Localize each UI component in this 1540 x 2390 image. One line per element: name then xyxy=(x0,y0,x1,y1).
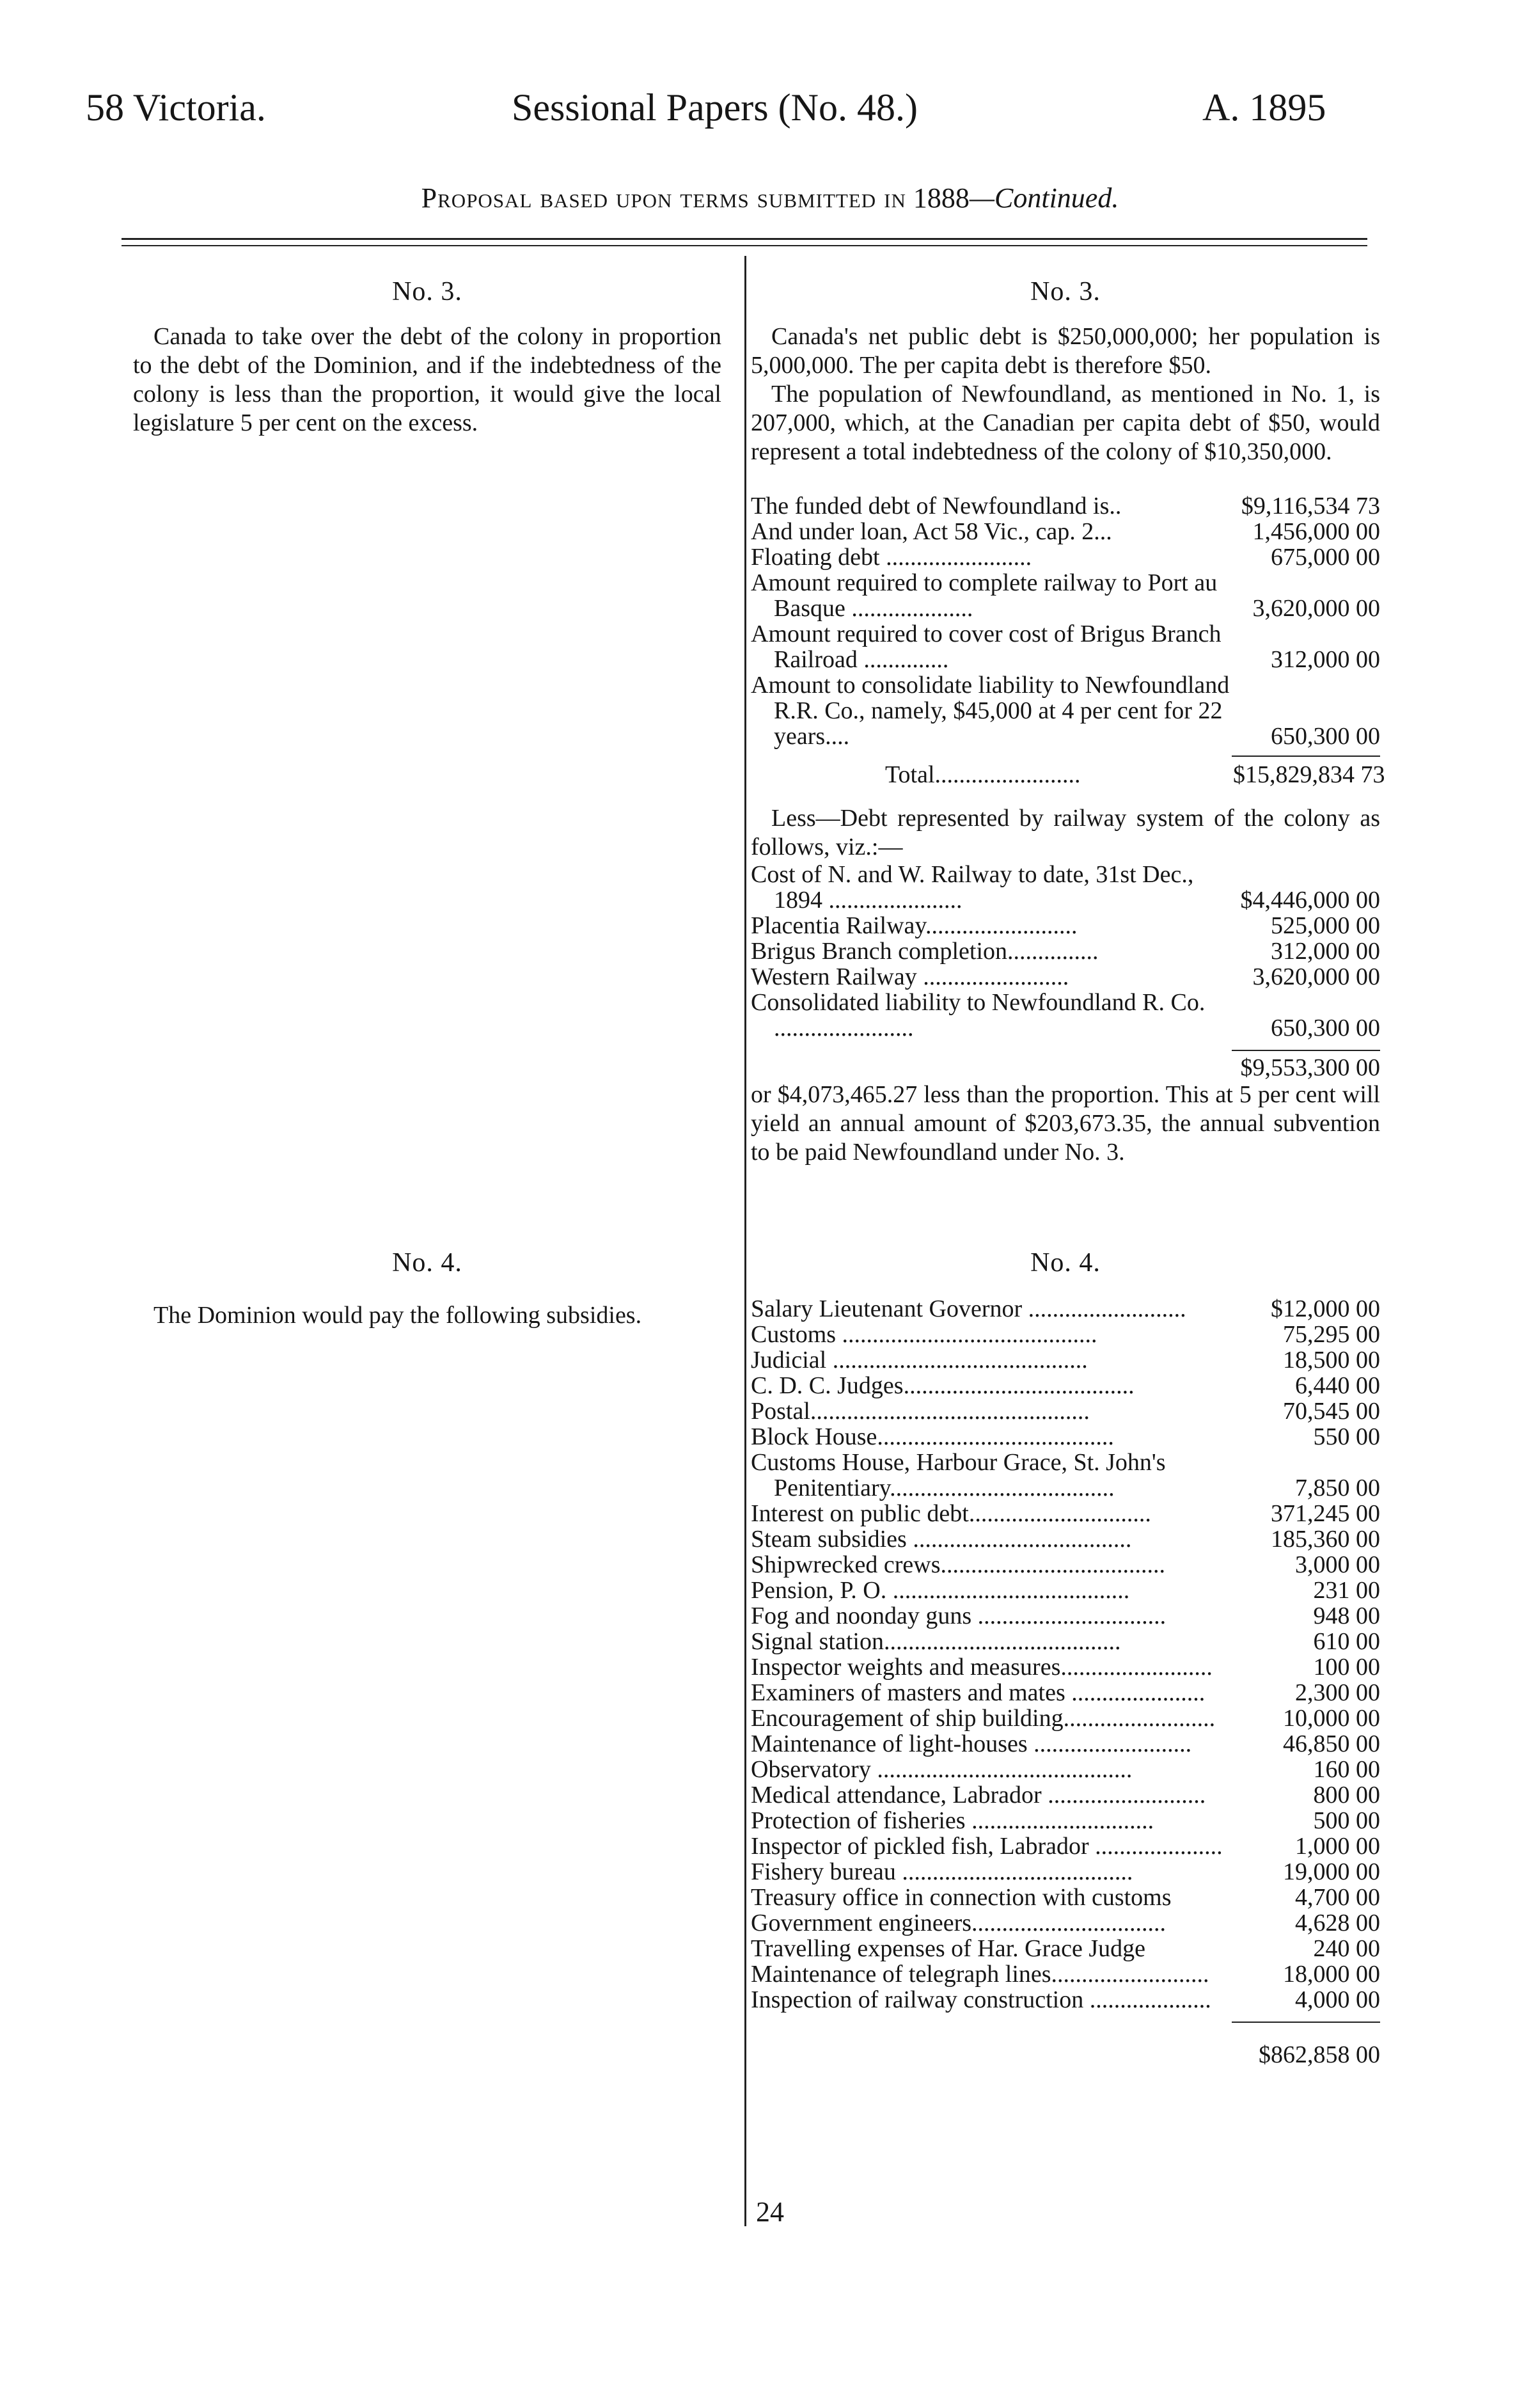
subsidy-row xyxy=(751,1885,1380,1910)
subsidy-row xyxy=(751,1833,1380,1859)
subsidy-row-amount: 160 00 xyxy=(1313,1756,1380,1783)
header-rule-bottom xyxy=(122,245,1367,246)
subsidy-row-amount: 231 00 xyxy=(1313,1577,1380,1604)
right-no4-heading: No. 4. xyxy=(1030,1248,1101,1278)
debt-row-label: The funded debt of Newfoundland is.. xyxy=(751,493,1122,519)
left-no3-heading: No. 3. xyxy=(392,277,462,306)
subsidy-row-amount: 3,000 00 xyxy=(1295,1551,1380,1578)
subsidy-row-label: Fog and noonday guns ............................... xyxy=(751,1603,1167,1629)
debt-row-label: Amount required to complete railway to Port au Basque .................... xyxy=(751,570,1218,621)
debt-row-amount: 675,000 00 xyxy=(1271,544,1380,571)
subsidy-row xyxy=(751,1603,1380,1629)
page-number: 24 xyxy=(756,2196,784,2228)
subsidy-row-label: Protection of fisheries .............................. xyxy=(751,1808,1154,1833)
subsidy-row xyxy=(751,1578,1380,1603)
subtitle-prefix: Proposal based upon terms submitted in xyxy=(421,182,906,214)
less-row xyxy=(751,862,1380,913)
less-row-amount: 650,300 00 xyxy=(1271,1015,1380,1041)
less-row-amount: 312,000 00 xyxy=(1271,938,1380,965)
subsidy-row-label: Maintenance of telegraph lines.......................... xyxy=(751,1961,1209,1987)
less-intro-block xyxy=(751,804,1380,862)
subsidy-row-label: Postal.............................................. xyxy=(751,1398,1090,1424)
header-volume: 58 Victoria. xyxy=(86,86,266,129)
debt-row-label: Floating debt ........................ xyxy=(751,544,1032,570)
right-no3-intro xyxy=(751,322,1380,466)
subsidy-row-label: Government engineers................................ xyxy=(751,1910,1167,1936)
subsidy-row xyxy=(751,1987,1380,2013)
debt-row-amount: 3,620,000 00 xyxy=(1252,595,1380,622)
less-row xyxy=(751,990,1380,1041)
conclusion-text: or $4,073,465.27 less than the proportion. This at 5 per cent will yield an annual amount of $203,673.35, the annual subvention to be paid Newfoundland under No. 3. xyxy=(751,1081,1380,1166)
page-subtitle xyxy=(0,179,1540,218)
right-no3-section xyxy=(751,275,1385,1167)
left-no3-text-block xyxy=(133,322,721,438)
subsidy-row-label: Examiners of masters and mates ...................... xyxy=(751,1680,1206,1705)
less-row-label: Brigus Branch completion............... xyxy=(751,938,1099,964)
subsidy-row-amount: 500 00 xyxy=(1313,1807,1380,1834)
less-row xyxy=(751,964,1380,990)
subsidy-row-label: Signal station....................................... xyxy=(751,1629,1121,1654)
less-row-label: Cost of N. and W. Railway to date, 31st Dec., 1894 ...................... xyxy=(751,862,1194,913)
right-no3-paragraph-1: Canada's net public debt is $250,000,000; her population is 5,000,000. The per capita debt is therefore $50. xyxy=(751,323,1380,379)
subsidy-row-amount: 800 00 xyxy=(1313,1782,1380,1808)
subsidy-row-label: Customs House, Harbour Grace, St. John's Penitentiary..................................... xyxy=(751,1450,1166,1501)
subsidy-row xyxy=(751,1398,1380,1424)
subsidy-row xyxy=(751,1347,1380,1373)
subsidy-row xyxy=(751,1731,1380,1757)
subsidy-row-amount: 46,850 00 xyxy=(1283,1730,1380,1757)
subsidy-row-label: Fishery bureau ...................................... xyxy=(751,1859,1133,1885)
debt-total-rule xyxy=(1232,756,1380,757)
debt-row-amount: $9,116,534 73 xyxy=(1241,493,1380,519)
subsidy-row-amount: 4,700 00 xyxy=(1295,1884,1380,1911)
subsidy-row xyxy=(751,1757,1380,1782)
subsidy-row xyxy=(751,1654,1380,1680)
subsidy-row-amount: 1,000 00 xyxy=(1295,1833,1380,1860)
subsidy-row-amount: 75,295 00 xyxy=(1283,1321,1380,1348)
subsidy-row-label: Inspection of railway construction .................... xyxy=(751,1987,1211,2013)
subsidy-row-amount: 18,000 00 xyxy=(1283,1961,1380,1988)
subsidy-row-label: Inspector of pickled fish, Labrador ..................... xyxy=(751,1833,1223,1859)
subsidy-row-label: Observatory .......................................... xyxy=(751,1757,1133,1782)
right-no3-paragraph-2: The population of Newfoundland, as mentioned in No. 1, is 207,000, which, at the Canadian per capita debt of $50, would represent a total indebtedness of the colony of $10,350,000. xyxy=(751,381,1380,465)
left-no4-heading: No. 4. xyxy=(392,1248,462,1278)
header-sessional-papers: Sessional Papers (No. 48.) xyxy=(512,86,918,129)
debt-row xyxy=(751,672,1380,749)
left-no3-text: Canada to take over the debt of the colony in proportion to the debt of the Dominion, and if the indebtedness of the colony is less than the proportion, it would give the local legislature 5 per cent on the excess. xyxy=(133,323,721,436)
subsidy-row-label: Shipwrecked crews..................................... xyxy=(751,1552,1166,1578)
less-row xyxy=(751,913,1380,938)
subsidy-row-label: Pension, P. O. ....................................... xyxy=(751,1578,1130,1603)
subsidy-row-amount: 2,300 00 xyxy=(1295,1679,1380,1706)
subsidies-total-row xyxy=(751,2042,1380,2068)
subsidy-row-label: Interest on public debt.............................. xyxy=(751,1501,1151,1526)
left-no4-section xyxy=(133,1246,721,1330)
debt-ledger xyxy=(751,493,1385,788)
subsidy-row-amount: 4,000 00 xyxy=(1295,1986,1380,2013)
subsidy-row xyxy=(751,1373,1380,1398)
subsidy-row-amount: 240 00 xyxy=(1313,1935,1380,1962)
subsidy-row-amount: 6,440 00 xyxy=(1295,1372,1380,1399)
debt-items xyxy=(751,493,1380,749)
subsidy-row-label: Block House....................................... xyxy=(751,1424,1114,1450)
right-no4-section xyxy=(751,1246,1380,2068)
less-row-amount: $4,446,000 00 xyxy=(1240,887,1380,914)
subsidy-row xyxy=(751,1936,1380,1961)
subsidy-row-amount: 550 00 xyxy=(1313,1423,1380,1450)
subtitle-continued: —Continued. xyxy=(969,182,1119,214)
left-no4-text-block xyxy=(133,1301,721,1330)
subsidy-row xyxy=(751,1782,1380,1808)
subsidy-row-amount: 948 00 xyxy=(1313,1603,1380,1629)
subsidy-row-label: Medical attendance, Labrador .......................... xyxy=(751,1782,1206,1808)
subsidy-row-label: C. D. C. Judges...................................... xyxy=(751,1373,1135,1398)
subsidy-row-label: Steam subsidies .................................... xyxy=(751,1526,1132,1552)
left-no4-text: The Dominion would pay the following subsidies. xyxy=(153,1302,642,1329)
debt-row-amount: 1,456,000 00 xyxy=(1252,518,1380,545)
subsidy-row-label: Inspector weights and measures......................... xyxy=(751,1654,1213,1680)
debt-row-label: Amount to consolidate liability to Newfoundland R.R. Co., namely, $45,000 at 4 per cent for 22 years.... xyxy=(751,672,1230,749)
debt-row xyxy=(751,493,1380,519)
subsidy-row-amount: $12,000 00 xyxy=(1271,1295,1380,1322)
subsidy-row xyxy=(751,1859,1380,1885)
subsidy-row xyxy=(751,1629,1380,1654)
header-year: A. 1895 xyxy=(1202,86,1326,129)
debt-row-amount: 650,300 00 xyxy=(1271,723,1380,750)
subsidy-row xyxy=(751,1910,1380,1936)
subsidy-row-amount: 371,245 00 xyxy=(1271,1500,1380,1527)
debt-row-label: And under loan, Act 58 Vic., cap. 2... xyxy=(751,519,1112,544)
subsidy-row-amount: 19,000 00 xyxy=(1283,1858,1380,1885)
subsidy-row-amount: 7,850 00 xyxy=(1295,1475,1380,1501)
subsidy-row xyxy=(751,1501,1380,1526)
subsidy-row xyxy=(751,1808,1380,1833)
subsidy-row-label: Customs .......................................... xyxy=(751,1322,1097,1347)
less-items xyxy=(751,862,1380,1041)
less-intro: Less—Debt represented by railway system of the colony as follows, viz.:— xyxy=(751,805,1380,860)
less-row-amount: 3,620,000 00 xyxy=(1252,963,1380,990)
subsidy-row-amount: 100 00 xyxy=(1313,1654,1380,1681)
subsidy-row-label: Judicial .......................................... xyxy=(751,1347,1088,1373)
subsidy-row-label: Maintenance of light-houses .......................... xyxy=(751,1731,1192,1757)
less-row-amount: 525,000 00 xyxy=(1271,912,1380,939)
subsidy-row xyxy=(751,1424,1380,1450)
less-row-label: Consolidated liability to Newfoundland R. Co. ....................... xyxy=(751,990,1206,1041)
subtitle-year: 1888 xyxy=(913,182,970,214)
debt-row xyxy=(751,519,1380,544)
left-no3-section xyxy=(133,275,721,438)
subsidy-row-amount: 70,545 00 xyxy=(1283,1398,1380,1425)
less-total-amount: $9,553,300 00 xyxy=(1240,1054,1380,1081)
subsidies-total-rule xyxy=(1232,2022,1380,2023)
less-total-rule xyxy=(1232,1050,1380,1051)
subsidy-row-amount: 10,000 00 xyxy=(1283,1705,1380,1732)
subsidy-items xyxy=(751,1296,1380,2013)
conclusion-block xyxy=(751,1080,1380,1167)
debt-row xyxy=(751,544,1380,570)
right-no3-heading: No. 3. xyxy=(1030,277,1101,306)
subsidy-row-label: Treasury office in connection with customs xyxy=(751,1885,1172,1910)
subsidy-row-amount: 4,628 00 xyxy=(1295,1910,1380,1936)
subsidy-row xyxy=(751,1680,1380,1705)
subsidy-row-label: Salary Lieutenant Governor .......................... xyxy=(751,1296,1186,1322)
debt-row xyxy=(751,621,1380,672)
debt-row-label: Amount required to cover cost of Brigus Branch Railroad .............. xyxy=(751,621,1222,672)
debt-row xyxy=(751,570,1380,621)
debt-total-label: Total........................ xyxy=(885,762,1081,787)
debt-row-amount: 312,000 00 xyxy=(1271,646,1380,673)
subsidy-row xyxy=(751,1322,1380,1347)
less-row-label: Placentia Railway......................... xyxy=(751,913,1078,938)
subsidies-total-amount: $862,858 00 xyxy=(1259,2041,1380,2068)
subsidy-row-label: Travelling expenses of Har. Grace Judge xyxy=(751,1936,1145,1961)
subsidy-row xyxy=(751,1526,1380,1552)
debt-total-row xyxy=(751,761,1385,788)
subsidies-ledger xyxy=(751,1296,1380,2068)
header-rule-top xyxy=(122,238,1367,240)
debt-total-amount: $15,829,834 73 xyxy=(1233,761,1385,788)
subsidy-row xyxy=(751,1705,1380,1731)
subsidy-row xyxy=(751,1296,1380,1322)
less-row xyxy=(751,938,1380,964)
subsidy-row xyxy=(751,1552,1380,1578)
subsidy-row-amount: 610 00 xyxy=(1313,1628,1380,1655)
less-row-label: Western Railway ........................ xyxy=(751,964,1069,990)
less-ledger xyxy=(751,862,1380,1080)
less-total-row xyxy=(751,1055,1380,1080)
subsidy-row-amount: 18,500 00 xyxy=(1283,1347,1380,1373)
subsidy-row xyxy=(751,1961,1380,1987)
subsidy-row-label: Encouragement of ship building......................... xyxy=(751,1705,1216,1731)
column-divider xyxy=(744,256,746,2226)
subsidy-row-amount: 185,360 00 xyxy=(1271,1526,1380,1553)
subsidy-row xyxy=(751,1450,1380,1501)
